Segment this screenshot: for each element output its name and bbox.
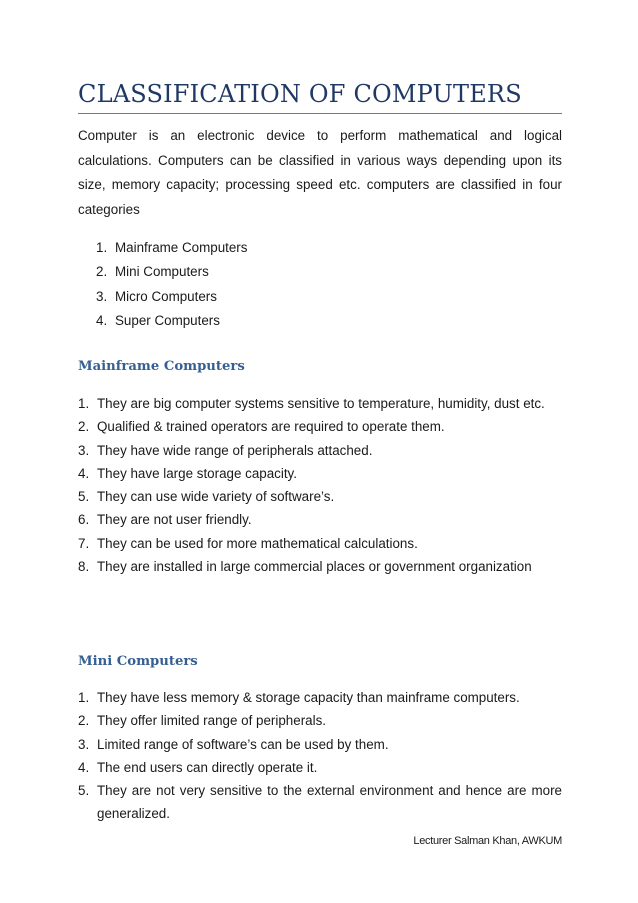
section-heading-mainframe: Mainframe Computers (78, 359, 245, 374)
category-label: Mini Computers (115, 264, 209, 280)
category-number: 3. (96, 288, 108, 304)
category-number: 2. (96, 264, 108, 280)
list-item (78, 439, 562, 462)
item-text: They are installed in large commercial places or government organization (97, 559, 532, 575)
category-item (96, 309, 247, 333)
item-number: 5. (78, 489, 90, 505)
item-text: They are not very sensitive to the external environment and hence are more generalized. (97, 783, 562, 822)
list-item (78, 686, 562, 709)
item-text: They can be used for more mathematical calculations. (97, 535, 418, 551)
list-item (78, 508, 562, 531)
item-number: 3. (78, 442, 90, 458)
item-number: 4. (78, 759, 90, 775)
item-text: They are not user friendly. (97, 512, 252, 528)
item-number: 5. (78, 783, 90, 799)
mainframe-points-list (78, 392, 562, 578)
category-number: 1. (96, 240, 108, 255)
item-number: 7. (78, 535, 90, 551)
item-text: Qualified & trained operators are required to operate them. (97, 419, 445, 435)
list-item (78, 709, 562, 732)
category-item (96, 236, 247, 260)
list-item (78, 756, 562, 779)
category-label: Micro Computers (115, 288, 217, 304)
title-underline (78, 113, 562, 114)
item-number: 6. (78, 512, 90, 528)
item-number: 2. (78, 713, 90, 729)
category-number: 4. (96, 312, 108, 328)
item-number: 4. (78, 465, 90, 481)
item-text: They have large storage capacity. (97, 465, 297, 481)
item-text: They can use wide variety of software’s. (97, 489, 335, 505)
intro-paragraph: Computer is an electronic device to perform mathematical and logical calculations. Computers can be classified in various ways depending upon its size, memory capacity; processing speed etc. computers are classified in four categories (78, 128, 562, 217)
item-text: The end users can directly operate it. (97, 759, 318, 775)
category-label: Super Computers (115, 312, 220, 328)
category-item (96, 285, 247, 309)
list-item (78, 485, 562, 508)
item-number: 3. (78, 736, 90, 752)
item-text: They have less memory & storage capacity than mainframe computers. (97, 690, 520, 705)
section-heading-mini: Mini Computers (78, 654, 198, 669)
item-text: Limited range of software’s can be used by them. (97, 736, 389, 752)
mini-points-list (78, 686, 562, 826)
list-item (78, 415, 562, 438)
item-number: 1. (78, 396, 90, 411)
list-item (78, 733, 562, 756)
item-text: They have wide range of peripherals attached. (97, 442, 373, 458)
item-text: They offer limited range of peripherals. (97, 713, 327, 729)
category-list (96, 236, 247, 333)
page-title: CLASSIFICATION OF COMPUTERS (78, 80, 522, 108)
item-number: 1. (78, 690, 90, 705)
item-text: They are big computer systems sensitive to temperature, humidity, dust etc. (97, 396, 545, 411)
list-item (78, 555, 562, 578)
list-item (78, 462, 562, 485)
list-item (78, 392, 562, 415)
list-item (78, 532, 562, 555)
category-label: Mainframe Computers (115, 240, 248, 255)
category-item (96, 260, 247, 284)
list-item (78, 779, 562, 826)
item-number: 2. (78, 419, 90, 435)
item-number: 8. (78, 559, 90, 575)
footer-credit: Lecturer Salman Khan, AWKUM (413, 835, 562, 847)
